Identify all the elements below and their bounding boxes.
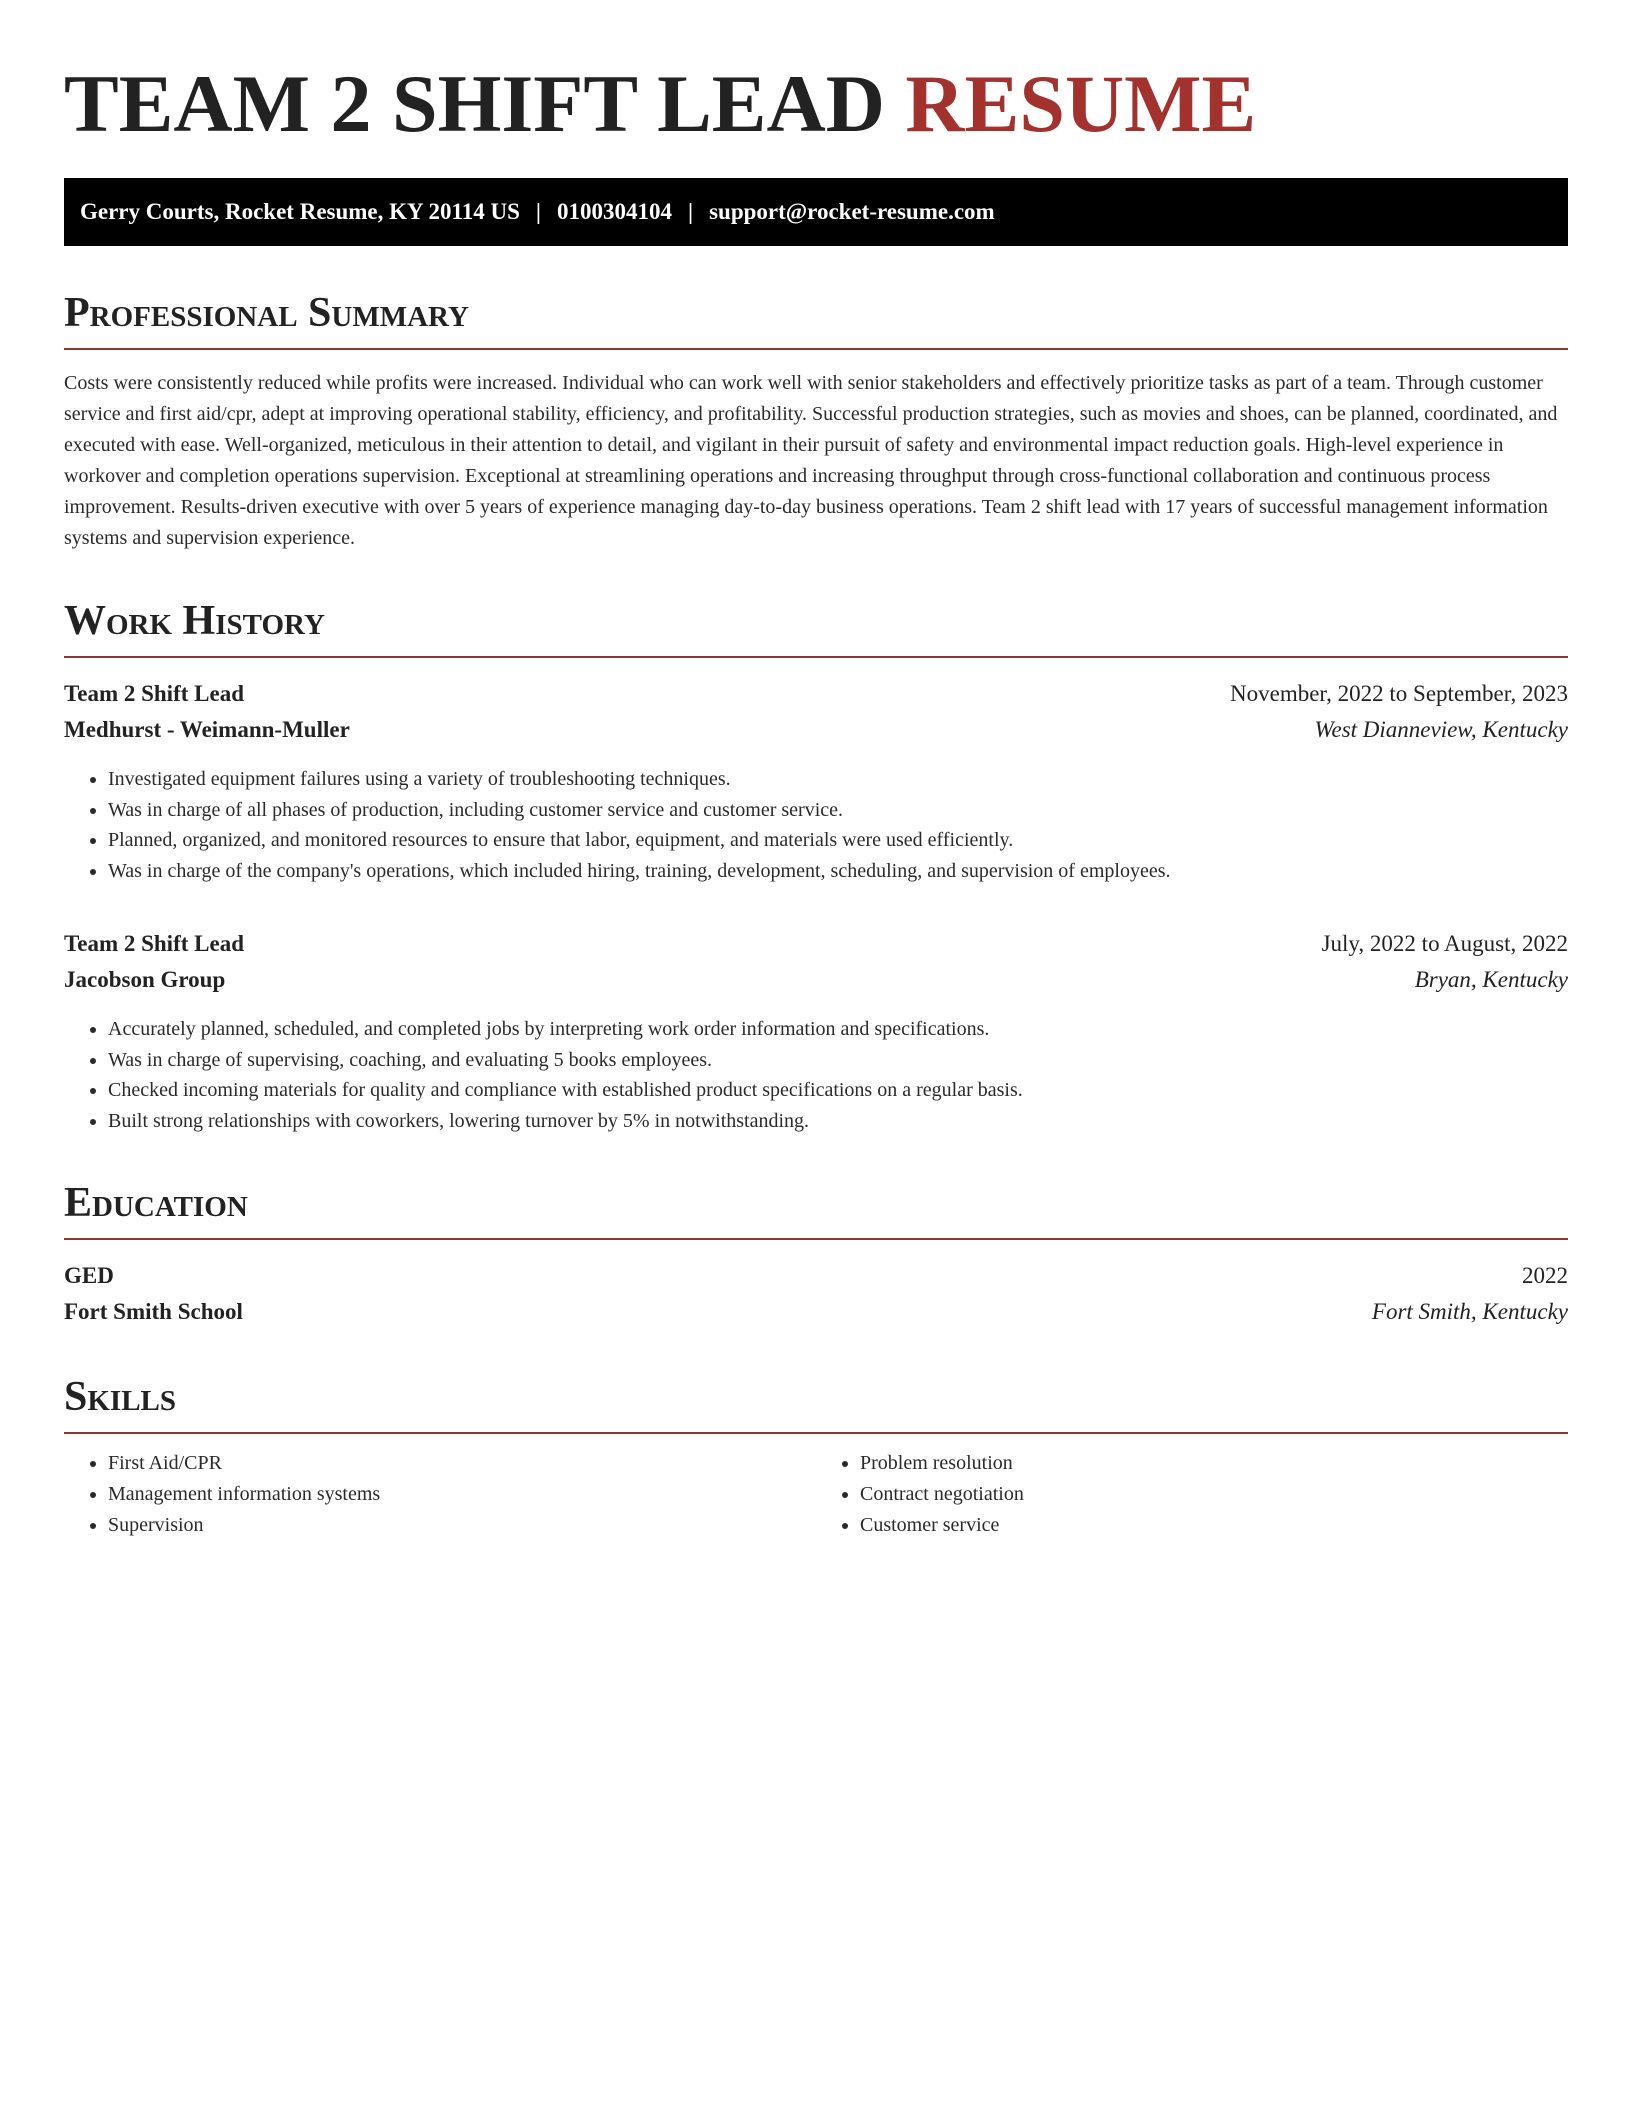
job-title: Team 2 Shift Lead — [64, 681, 244, 706]
job-dates: July, 2022 to August, 2022 — [1321, 931, 1568, 956]
education-section — [64, 1180, 1568, 1330]
job-company: Jacobson Group — [64, 967, 226, 992]
job-dates: November, 2022 to September, 2023 — [1230, 681, 1568, 706]
education-year: 2022 — [1522, 1263, 1568, 1288]
work-history-heading: Work History — [64, 598, 1568, 658]
job-bullets — [64, 1014, 1568, 1136]
education-degree: GED — [64, 1263, 114, 1288]
skill-item: • First Aid/CPR — [108, 1448, 816, 1479]
education-location: Fort Smith, Kentucky — [1371, 1299, 1568, 1324]
skill-item: • Customer service — [860, 1510, 1568, 1541]
skill-item: • Problem resolution — [860, 1448, 1568, 1479]
job-bullet: • Investigated equipment failures using a variety of troubleshooting techniques. — [108, 764, 1568, 795]
skills-column-right — [816, 1448, 1568, 1541]
contact-address: Gerry Courts, Rocket Resume, KY 20114 US — [80, 199, 520, 224]
contact-phone: 0100304104 — [557, 199, 672, 224]
education-entry — [64, 1258, 1568, 1330]
job-bullet: • Accurately planned, scheduled, and completed jobs by interpreting work order information and specifications. — [108, 1014, 1568, 1045]
job-bullet: • Was in charge of supervising, coaching, and evaluating 5 books employees. — [108, 1045, 1568, 1076]
education-school: Fort Smith School — [64, 1299, 243, 1324]
skill-item: • Supervision — [108, 1510, 816, 1541]
skills-column-left — [64, 1448, 816, 1541]
contact-separator: | — [688, 199, 694, 224]
skill-item: • Contract negotiation — [860, 1479, 1568, 1510]
job-location: West Dianneview, Kentucky — [1314, 717, 1568, 742]
title-accent: RESUME — [905, 58, 1257, 149]
job-bullets — [64, 764, 1568, 886]
contact-email: support@rocket-resume.com — [709, 199, 995, 224]
job-bullet: • Was in charge of the company's operations, which included hiring, training, development, scheduling, and supervision of employees. — [108, 856, 1568, 887]
job-bullet: • Planned, organized, and monitored resources to ensure that labor, equipment, and materials were used efficiently. — [108, 825, 1568, 856]
skill-item: • Management information systems — [108, 1479, 816, 1510]
title-main: TEAM 2 SHIFT LEAD — [64, 58, 885, 149]
job-bullet: • Built strong relationships with coworkers, lowering turnover by 5% in notwithstanding. — [108, 1106, 1568, 1137]
job-entry — [64, 676, 1568, 886]
summary-section — [64, 290, 1568, 554]
skills-section — [64, 1374, 1568, 1541]
summary-text: Costs were consistently reduced while profits were increased. Individual who can work well with senior stakeholders and effectively prioritize tasks as part of a team. Through customer service and first aid/cpr, adept at improving operational stability, efficiency, and profitability. Successful production strategies, such as movies and shoes, can be planned, coordinated, and executed with ease. Well-organized, meticulous in their attention to detail, and vigilant in their pursuit of safety and environmental impact reduction goals. High-level experience in workover and completion operations supervision. Exceptional at streamlining operations and increasing throughput through cross-functional collaboration and continuous process improvement. Results-driven executive with over 5 years of experience managing day-to-day business operations. Team 2 shift lead with 17 years of successful management information systems and supervision experience. — [64, 372, 1558, 549]
job-bullet: • Checked incoming materials for quality and compliance with established product specifications on a regular basis. — [108, 1075, 1568, 1106]
job-bullet: • Was in charge of all phases of production, including customer service and customer service. — [108, 795, 1568, 826]
job-entry — [64, 926, 1568, 1136]
contact-separator: | — [535, 199, 541, 224]
skills-heading: Skills — [64, 1374, 1568, 1434]
skills-grid — [64, 1448, 1568, 1541]
summary-heading: Professional Summary — [64, 290, 1568, 350]
work-history-section — [64, 598, 1568, 1136]
job-company: Medhurst - Weimann-Muller — [64, 717, 350, 742]
education-heading: Education — [64, 1180, 1568, 1240]
contact-bar — [64, 178, 1568, 246]
resume-title — [64, 58, 1568, 150]
job-title: Team 2 Shift Lead — [64, 931, 244, 956]
job-location: Bryan, Kentucky — [1414, 967, 1568, 992]
